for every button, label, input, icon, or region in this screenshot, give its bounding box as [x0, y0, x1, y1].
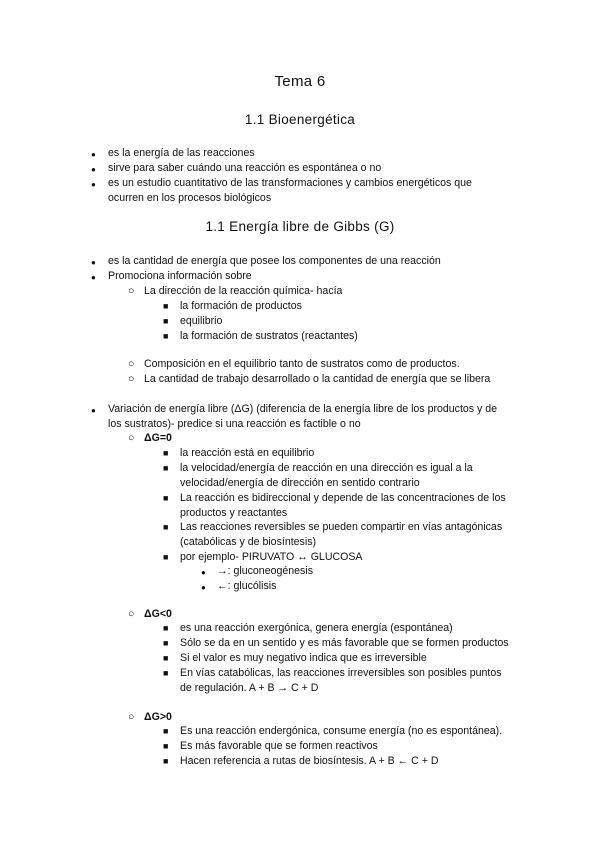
section-title-bioenergetica: 1.1 Bioenergética [244, 112, 356, 127]
bullet-square: ■ [163, 316, 169, 326]
list-item: →: gluconeogénesis [217, 565, 313, 577]
bullet-square: ■ [163, 653, 169, 663]
list-item: La reacción es bidireccional y depende de las concentraciones de los [180, 492, 506, 504]
bullet-square: ■ [163, 668, 169, 678]
list-item-continuation: (catabólicas y de biosíntesis) [180, 536, 317, 548]
list-item: ←: glucólisis [217, 580, 277, 592]
bullet-square: ■ [163, 756, 169, 766]
list-item: es una reacción exergónica, genera energía (espontánea) [180, 622, 453, 634]
bullet-circle: ○ [128, 358, 135, 370]
list-item-continuation: velocidad/energía de dirección en sentido contrario [180, 477, 420, 489]
list-item: Promociona información sobre [108, 270, 252, 282]
bullet-disc: ● [91, 150, 96, 159]
list-item-continuation: ocurren en los procesos biológicos [108, 192, 272, 204]
bullet-disc: ● [201, 568, 206, 577]
list-item: la formación de productos [180, 300, 302, 312]
list-item-continuation: los sustratos)- predice si una reacción es factible o no [108, 418, 361, 430]
list-item: Sólo se da en un sentido y es más favorable que se formen productos [180, 637, 509, 649]
bullet-disc: ● [91, 273, 96, 282]
list-item: la velocidad/energía de reacción en una dirección es igual a la [180, 462, 473, 474]
list-item: Composición en el equilibrio tanto de sustratos como de productos. [144, 358, 460, 370]
dg-negative-label: ΔG<0 [144, 608, 172, 620]
bullet-square: ■ [163, 463, 169, 473]
bullet-disc: ● [91, 180, 96, 189]
list-item: Si el valor es muy negativo indica que es irreversible [180, 652, 427, 664]
list-item: equilibrio [180, 315, 223, 327]
bullet-disc: ● [91, 258, 96, 267]
bullet-square: ■ [163, 552, 169, 562]
list-item: es un estudio cuantitativo de las transformaciones y cambios energéticos que [108, 177, 472, 189]
dg-positive-label: ΔG>0 [144, 711, 172, 723]
list-item: Es más favorable que se formen reactivos [180, 740, 378, 752]
list-item: es la cantidad de energía que posee los componentes de una reacción [108, 255, 441, 267]
page-heading: Tema 6 [274, 73, 326, 90]
list-item: La dirección de la reacción química- hacía [144, 285, 343, 297]
list-item: Variación de energía libre (ΔG) (diferencia de la energía libre de los productos y de [108, 403, 498, 415]
section-title-gibbs: 1.1 Energía libre de Gibbs (G) [205, 219, 395, 234]
list-item: la reacción está en equilibrio [180, 447, 315, 459]
list-item: por ejemplo- PIRUVATO ↔ GLUCOSA [180, 551, 363, 563]
bullet-circle: ○ [128, 285, 135, 297]
list-item-continuation: de regulación. A + B → C + D [180, 682, 319, 694]
list-item: es la energía de las reacciones [108, 147, 255, 159]
bullet-square: ■ [163, 493, 169, 503]
list-item: Hacen referencia a rutas de biosíntesis. A + B ← C + D [180, 755, 439, 767]
bullet-square: ■ [163, 522, 169, 532]
bullet-square: ■ [163, 623, 169, 633]
bullet-square: ■ [163, 301, 169, 311]
list-item: En vías catabólicas, las reacciones irreversibles son posibles puntos [180, 667, 502, 679]
bullet-circle: ○ [128, 608, 135, 620]
bullet-circle: ○ [128, 373, 135, 385]
bullet-disc: ● [201, 583, 206, 592]
bullet-disc: ● [91, 165, 96, 174]
bullet-disc: ● [91, 406, 96, 415]
bullet-circle: ○ [128, 432, 135, 444]
bullet-square: ■ [163, 331, 169, 341]
list-item-continuation: productos y reactantes [180, 507, 288, 519]
list-item: Es una reacción endergónica, consume energía (no es espontánea). [180, 725, 503, 737]
bullet-square: ■ [163, 638, 169, 648]
dg-zero-label: ΔG=0 [144, 432, 172, 444]
list-item: La cantidad de trabajo desarrollado o la cantidad de energía que se libera [144, 373, 491, 385]
bullet-square: ■ [163, 741, 169, 751]
bullet-square: ■ [163, 726, 169, 736]
bullet-circle: ○ [128, 711, 135, 723]
list-item: Las reacciones reversibles se pueden compartir en vías antagónicas [180, 521, 503, 533]
list-item: sirve para saber cuándo una reacción es espontánea o no [108, 162, 382, 174]
list-item: la formación de sustratos (reactantes) [180, 330, 358, 342]
bullet-square: ■ [163, 448, 169, 458]
